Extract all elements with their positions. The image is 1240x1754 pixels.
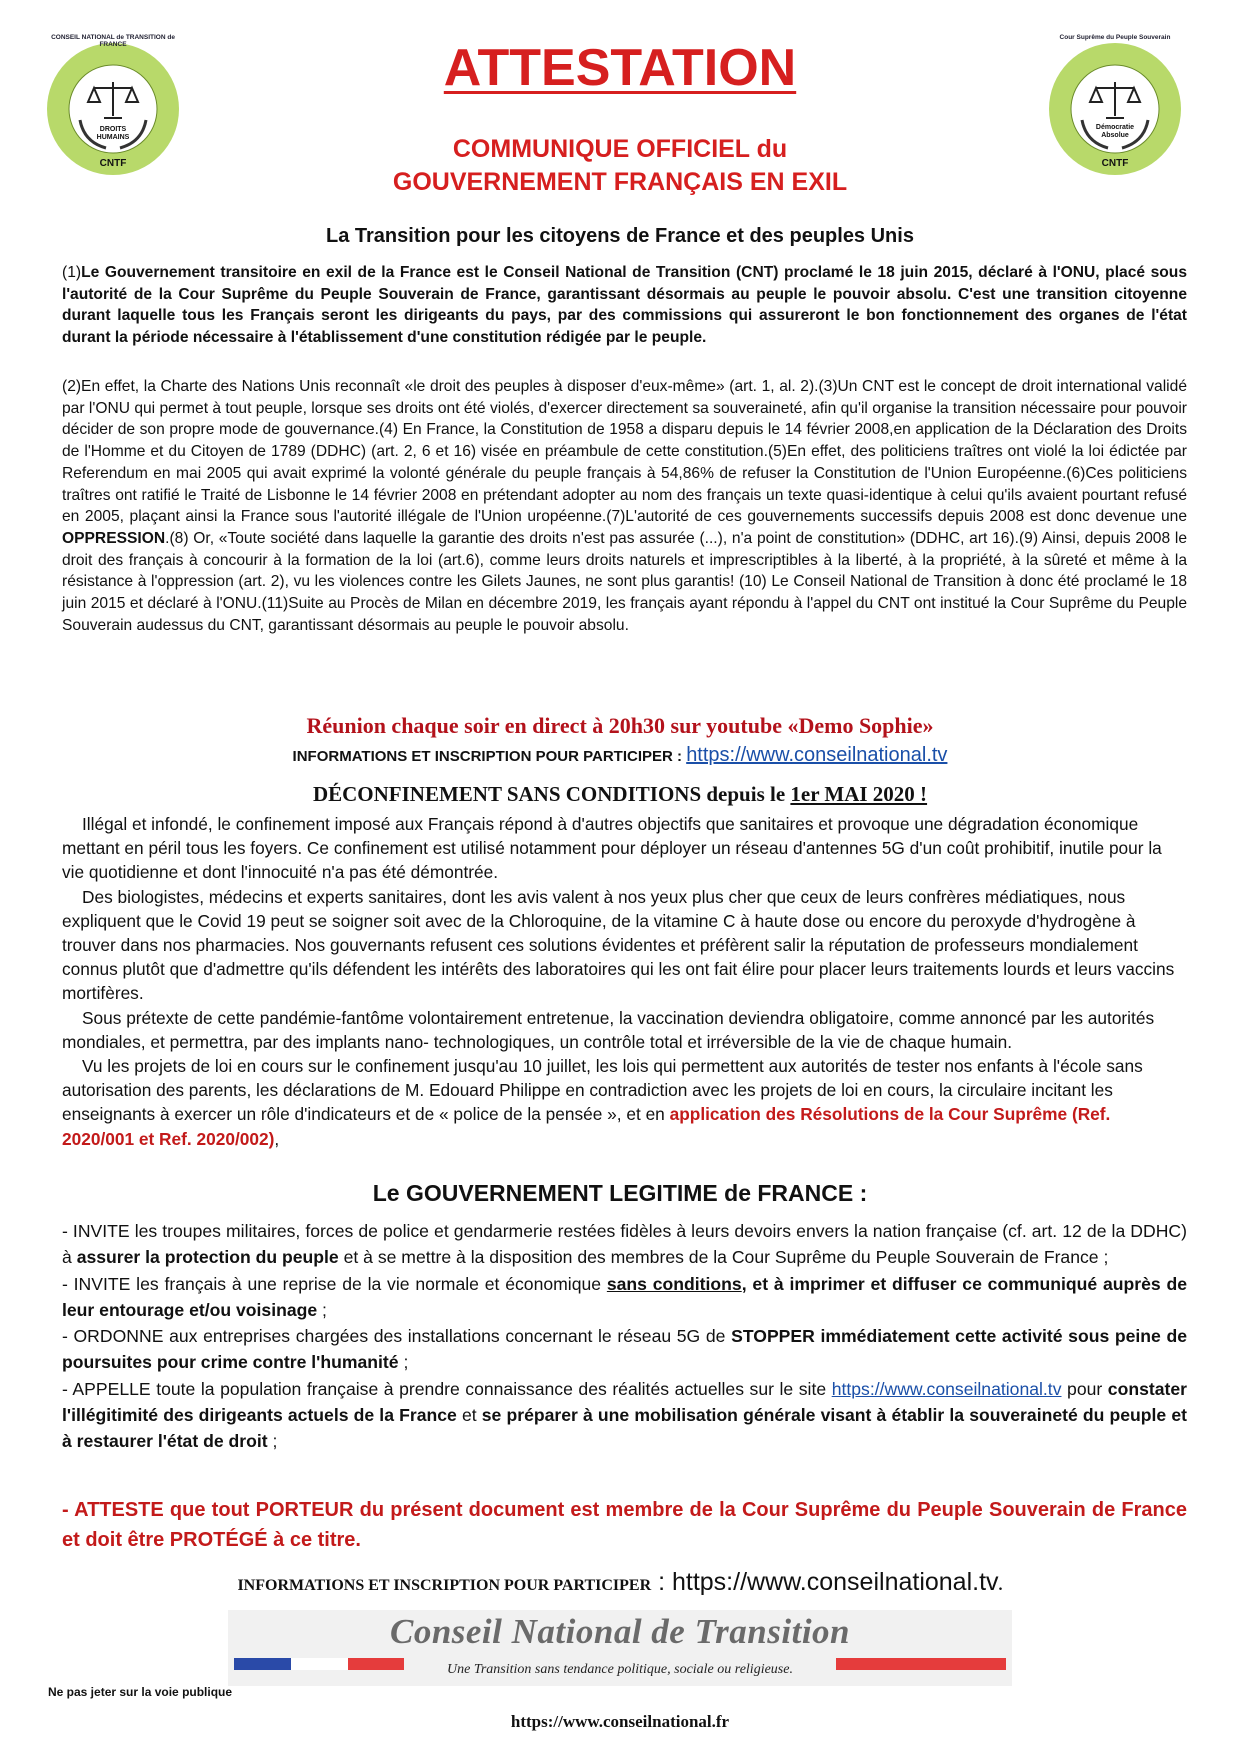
meeting-announcement: Réunion chaque soir en direct à 20h30 sur youtube «Demo Sophie» (306, 713, 934, 738)
item4-link[interactable]: https://www.conseilnational.tv (831, 1378, 1062, 1399)
attestation-statement: - ATTESTE que tout PORTEUR du présent document est membre de la Cour Suprême du Peuple Souverain de France et doit être PROTÉGÉ à ce titre. (62, 1499, 1187, 1551)
item3-b: STOPPER immédiatement cette activité sous peine de poursuites pour crime contre l'humanité (62, 1326, 1187, 1373)
item4-c: constater l'illégitimité des dirigeants actuels de la France (62, 1378, 1187, 1426)
item4-a: - APPELLE toute la population française à prendre connaissance des réalités actuelles sur le site (62, 1378, 832, 1399)
cnt-banner (228, 1610, 1012, 1686)
item4-e: se préparer à une mobilisation générale visant à établir la souveraineté du peuple et à restaurer l'état de droit (62, 1405, 1187, 1452)
directives-list (62, 1218, 1187, 1455)
list-item (62, 1271, 1187, 1324)
decon-date: 1er MAI 2020 ! (790, 782, 928, 806)
communique-heading: COMMUNIQUE OFFICIEL du (452, 135, 788, 163)
item1-a: - INVITE les troupes militaires, forces de police et gendarmerie restées fidèles à leurs devoirs envers la nation française (cf. art. 12 de la DDHC) à (62, 1221, 1187, 1268)
body-p3: Sous prétexte de cette pandémie-fantôme volontairement entretenue, la vaccination deviendra obligatoire, comme annoncé par les autorités mondiales, et permettra, par des implants nano- technologiques, un contrôle total et irréversible de la vie de chaque humain. (62, 1007, 1155, 1052)
item3-a: - ORDONNE aux entreprises chargées des installations concernant le réseau 5G de (62, 1326, 732, 1347)
body-p4 (62, 1054, 1187, 1151)
para2-oppression: OPPRESSION (62, 529, 166, 547)
item1-c: et à se mettre à la disposition des membres de la Cour Suprême du Peuple Souverain de France ; (338, 1247, 1109, 1268)
item3-c: ; (398, 1352, 409, 1373)
list-item (62, 1323, 1187, 1376)
body-p1: Illégal et infondé, le confinement imposé aux Français répond à d'autres objectifs que sanitaires et provoque une dégradation économique mettant en péril tous les foyers. Ce confinement est utilisé notamment pour déployer un réseau d'antennes 5G d'un coût prohibitif, inutile pour la vie quotidienne et dont l'innocuité n'a pas été démontrée. (62, 814, 1162, 883)
para2-text-b: .(8) Or, «Toute société dans laquelle la garantie des droits n'est pas assurée (...), n'a point de constitution» (DDHC, art 16).(9) Ainsi, depuis 2008 le droit des français à concourir à la formation de la loi (art.6), comme leurs droits naturels et imprescriptibles à la liberté, à la propriété, à la sûreté et même à la résistance à l'oppression (art. 2), vu les violences contre les Gilets Jaunes, ne sont plus garantis! (10) Le Conseil National de Transition à donc été proclamé le 18 juin 2015 et déclaré à l'ONU.(11)Suite au Procès de Milan en décembre 2019, les français ayant répondu à l'appel du CNT ont institué la Cour Suprême du Peuple Souverain audessus du CNT, garantissant désormais au peuple le pouvoir absolu. (62, 529, 1187, 634)
government-heading: GOUVERNEMENT FRANÇAIS EN EXIL (392, 168, 848, 196)
info-line-1 (0, 744, 1240, 767)
body-text (62, 812, 1187, 1151)
paragraph-1 (62, 262, 1187, 349)
info1-sep: : (672, 748, 687, 765)
info1-label: INFORMATIONS ET INSCRIPTION POUR PARTICIPER (292, 748, 673, 765)
para1-bold: Le Gouvernement transitoire en exil de la France est le Conseil National de Transition (CNT) proclamé le 18 juin 2015, déclaré à l'ONU, placé sous l'autorité de la Cour Suprême du Peuple Souverain de France, garantissant désormais au peuple le pouvoir absolu. C'est une transition citoyenne durant laquelle tous les Français seront les dirigeants du pays, par des commissions qui assureront le bon fonctionnement des organes de l'état durant la période nécessaire à l'établissement d'une constitution rédigée par le peuple. (62, 264, 1187, 347)
seal-left-ring-text: CONSEIL NATIONAL de TRANSITION de FRANCE (51, 34, 175, 48)
seal-right-ring-text: Cour Suprême du Peuple Souverain (1059, 34, 1171, 41)
info2-link[interactable]: https://www.conseilnational.tv (671, 1568, 999, 1596)
info1-link[interactable]: https://www.conseilnational.tv (686, 744, 948, 766)
info2-label: INFORMATIONS ET INSCRIPTION POUR PARTICIPER (237, 1577, 652, 1594)
subtitle: La Transition pour les citoyens de France et des peuples Unis (326, 225, 914, 247)
para2-text-a: (2)En effet, la Charte des Nations Unis reconnaît «le droit des peuples à disposer d'eux-même» (art. 1, al. 2).(3)Un CNT est le concept de droit international validé par l'ONU qui permet à tout peuple, lorsque ses droits ont été violés, d'exercer directement sa souveraineté, afin qu'il organise la transition nécessaire pour pouvoir décider de son propre mode de gouvernance.(4) En France, la Constitution de 1958 a disparu depuis le 14 février 2008,en application de la Déclaration des Droits de l'Homme et du Citoyen de 1789 (DDHC) (art. 2, 6 et 16) visée en préambule de cette constitution.(5)En effet, des politiciens traîtres ont violé la loi édictée par Referendum en mai 2005 qui avait exprimé la volonté générale du peuple français à 54,86% de refuser la Constitution de l'Union Européenne.(6)Ces politiciens traîtres ont ratifié le Traité de Lisbonne le 14 février 2008 en prétendant adopter au nom des français un texte quasi-identique à celui qu'ils avaient pourtant refusé en 2005, plaçant ainsi la France sous l'autorité illégale de l'Union uropéenne.(7)L'autorité de ces gouvernements successifs depuis 2008 est donc devenue une (62, 378, 1187, 526)
list-item (62, 1218, 1187, 1271)
body-p4-end: , (274, 1128, 280, 1149)
item4-b: pour (1061, 1378, 1108, 1399)
body-p4-text: Vu les projets de loi en cours sur le confinement jusqu'au 10 juillet, les lois qui permettent aux autorités de tester nos enfants à l'école sans autorisation des parents, les déclarations de M. Edouard Philippe en contradiction avec les projets de loi en cours, la circulaire incitant les enseignants à exercer un rôle d'indicateurs et de « police de la pensée », et en (62, 1056, 1143, 1125)
seal-right-bottom-text: CNTF (1101, 158, 1129, 169)
deconfinement-heading (0, 782, 1240, 807)
item2-b: sans conditions (606, 1273, 742, 1294)
body-p4-red: application des Résolutions de la Cour Suprême (Ref. 2020/001 et Ref. 2020/002) (62, 1104, 1111, 1149)
paragraph-2 (62, 376, 1187, 636)
cnt-banner-name: Conseil National de Transition (389, 1612, 851, 1651)
item2-a: - INVITE les français à une reprise de la vie normale et économique (62, 1273, 607, 1294)
info-line-2 (0, 1568, 1240, 1597)
list-item (62, 1376, 1187, 1455)
gov-heading: Le GOUVERNEMENT LEGITIME de FRANCE : (372, 1180, 868, 1206)
decon-text: DÉCONFINEMENT SANS CONDITIONS depuis le (312, 782, 791, 806)
footer-note: Ne pas jeter sur la voie publique (48, 1685, 233, 1699)
seal-right-center-text: Démocratie Absolue (1095, 124, 1135, 139)
para1-prefix: (1) (62, 264, 82, 281)
item1-b: assurer la protection du peuple (76, 1247, 339, 1268)
footer-url[interactable]: https://www.conseilnational.fr (510, 1712, 730, 1731)
seal-left-bottom-text: CNTF (99, 158, 127, 169)
body-p2: Des biologistes, médecins et experts sanitaires, dont les avis valent à nos yeux plus cher que ceux de leurs confrères médiatiques, nous expliquent que le Covid 19 peut se soigner soit avec de la Chloroquine, de la vitamine C à haute dose ou encore du peroxyde d'hydrogène à trouver dans nos pharmacies. Nos gouvernants refusent ces solutions évidentes et préfèrent salir la réputation de professeurs mondialement connus plutôt que d'admettre qu'ils défendent les intérêts des laboratoires qui les ont fait élire pour placer leurs traitements lourds et leurs vaccins mortifères. (62, 886, 1175, 1004)
page-title: ATTESTATION (443, 39, 797, 97)
item4-d: et (456, 1405, 482, 1426)
item4-f: ; (267, 1431, 278, 1452)
seal-left-center-text: DROITS HUMAINS (96, 126, 130, 141)
info2-sep: : (651, 1568, 672, 1596)
info2-dot: . (998, 1577, 1003, 1594)
cnt-banner-tagline: Une Transition sans tendance politique, sociale ou religieuse. (447, 1662, 793, 1677)
item2-d: ; (317, 1299, 327, 1320)
item2-c: , et à imprimer et diffuser ce communiqué auprès de leur entourage et/ou voisinage (62, 1273, 1187, 1320)
